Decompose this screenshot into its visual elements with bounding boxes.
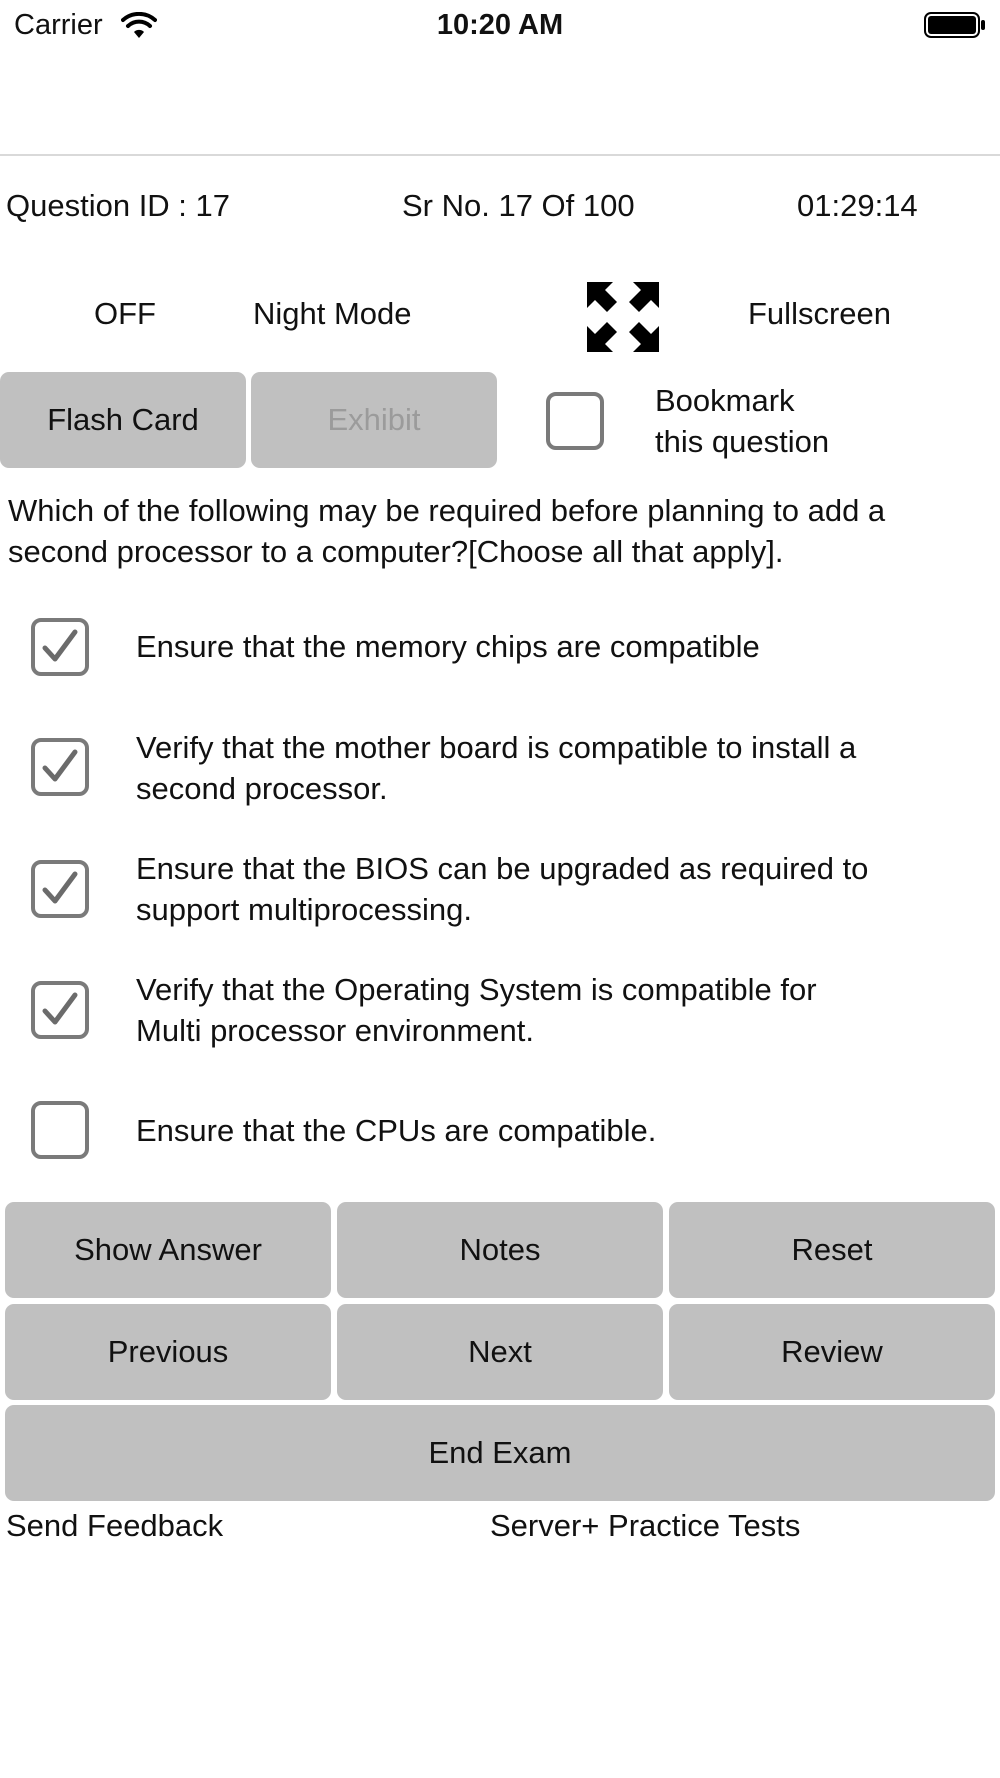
night-mode-toggle[interactable]: OFF <box>94 296 156 331</box>
fullscreen-label[interactable]: Fullscreen <box>748 296 891 331</box>
status-bar <box>0 0 1000 50</box>
serial-number: Sr No. 17 Of 100 <box>402 188 635 223</box>
option-3-text[interactable] <box>136 848 986 930</box>
option-3-line1: Ensure that the BIOS can be upgraded as required to <box>136 851 869 886</box>
exhibit-button[interactable]: Exhibit <box>251 372 497 468</box>
fullscreen-arrows-icon[interactable] <box>587 282 659 352</box>
option-5-text[interactable] <box>136 1110 986 1151</box>
bookmark-label <box>655 380 955 462</box>
reset-button[interactable]: Reset <box>669 1202 995 1298</box>
question-id: Question ID : 17 <box>6 188 231 223</box>
option-1-line1: Ensure that the memory chips are compatible <box>136 629 760 664</box>
option-3-checkbox[interactable] <box>31 860 89 918</box>
option-2-text[interactable] <box>136 727 986 809</box>
nav-divider <box>0 154 1000 156</box>
bookmark-label-line1: Bookmark <box>655 383 795 418</box>
checkmark-icon <box>39 989 81 1031</box>
option-1-checkbox[interactable] <box>31 618 89 676</box>
option-2-line1: Verify that the mother board is compatible to install a <box>136 730 857 765</box>
option-4-text[interactable] <box>136 969 986 1051</box>
checkmark-icon <box>39 868 81 910</box>
option-4-checkbox[interactable] <box>31 981 89 1039</box>
carrier-label: Carrier <box>14 9 103 41</box>
bookmark-label-line2: this question <box>655 424 830 459</box>
question-text: Which of the following may be required before planning to add a second processor to a computer?[Choose all that apply]. <box>8 493 886 569</box>
exam-timer: 01:29:14 <box>797 188 918 223</box>
option-2-checkbox[interactable] <box>31 738 89 796</box>
show-answer-button[interactable]: Show Answer <box>5 1202 331 1298</box>
option-2-line2: second processor. <box>136 771 388 806</box>
notes-button[interactable]: Notes <box>337 1202 663 1298</box>
option-1-text[interactable] <box>136 626 986 667</box>
review-button[interactable]: Review <box>669 1304 995 1400</box>
option-4-line2: Multi processor environment. <box>136 1013 534 1048</box>
option-5-line1: Ensure that the CPUs are compatible. <box>136 1113 657 1148</box>
end-exam-button[interactable]: End Exam <box>5 1405 995 1501</box>
option-5-checkbox[interactable] <box>31 1101 89 1159</box>
night-mode-label: Night Mode <box>253 296 412 331</box>
bookmark-checkbox[interactable] <box>546 392 604 450</box>
product-link[interactable]: Server+ Practice Tests <box>490 1508 801 1543</box>
option-4-line1: Verify that the Operating System is compatible for <box>136 972 817 1007</box>
send-feedback-link[interactable]: Send Feedback <box>6 1508 224 1543</box>
option-3-line2: support multiprocessing. <box>136 892 472 927</box>
clock: 10:20 AM <box>436 9 564 41</box>
flash-card-button[interactable]: Flash Card <box>0 372 246 468</box>
checkmark-icon <box>39 626 81 668</box>
next-button[interactable]: Next <box>337 1304 663 1400</box>
previous-button[interactable]: Previous <box>5 1304 331 1400</box>
checkmark-icon <box>39 746 81 788</box>
battery-icon <box>924 12 986 38</box>
